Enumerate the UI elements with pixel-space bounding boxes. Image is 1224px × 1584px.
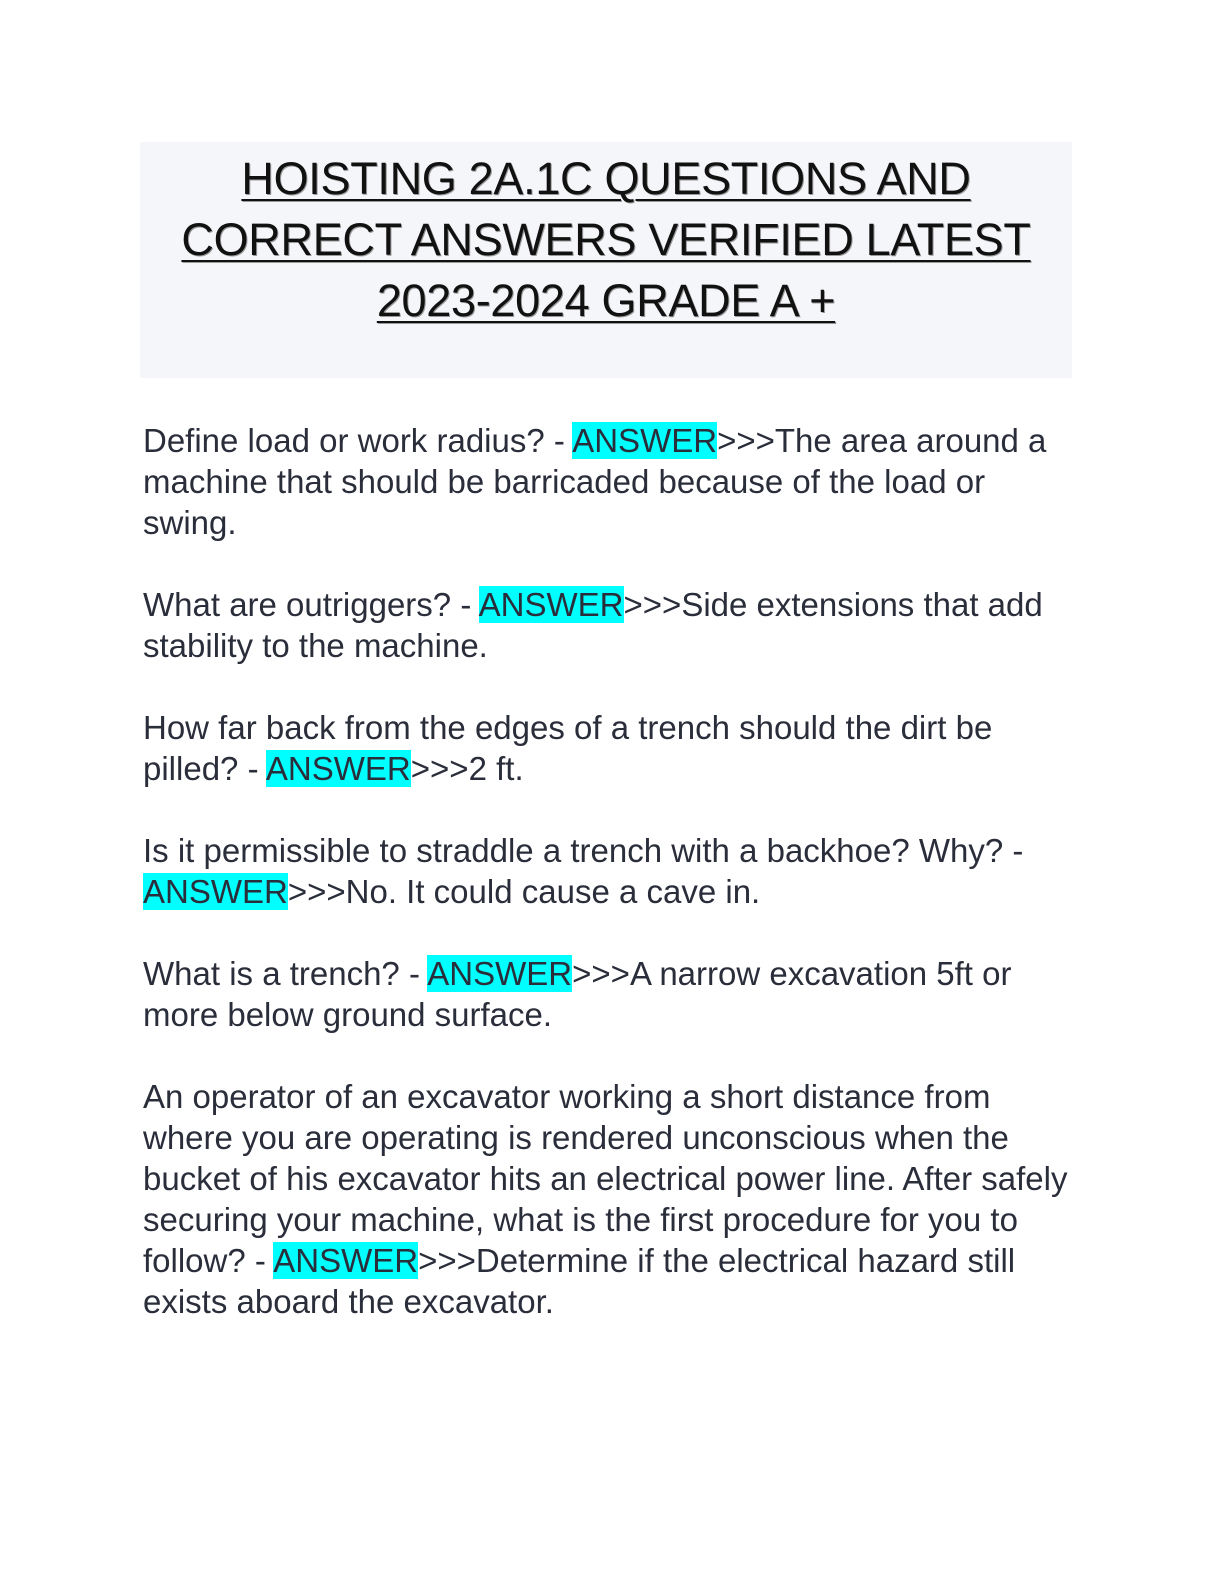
answer-marker: ANSWER <box>143 873 288 910</box>
answer-text: >>>A narrow excavation 5ft or more below ground surface. <box>143 955 1012 1033</box>
qa-item-2 <box>143 584 1083 666</box>
answer-marker: ANSWER <box>427 955 573 992</box>
title-banner <box>140 142 1072 378</box>
answer-text: >>>Determine if the electrical hazard still exists aboard the excavator. <box>143 1242 1016 1320</box>
qa-item-1 <box>143 420 1083 543</box>
answer-marker: ANSWER <box>265 750 411 787</box>
question-text: What is a trench? - <box>143 955 428 992</box>
qa-item-3 <box>143 707 1083 789</box>
question-text: What are outriggers? - <box>143 586 479 623</box>
qa-item-5 <box>143 953 1083 1035</box>
document-title: HOISTING 2A.1C QUESTIONS AND CORRECT ANSWERS VERIFIED LATEST 2023-2024 GRADE A + <box>181 153 1031 326</box>
answer-text: >>>No. It could cause a cave in. <box>287 873 761 910</box>
qa-list <box>143 420 1083 1363</box>
answer-text: >>>The area around a machine that should be barricaded because of the load or swing. <box>143 422 1047 541</box>
answer-text: >>>Side extensions that add stability to the machine. <box>143 586 1043 664</box>
question-text: An operator of an excavator working a short distance from where you are operating is rendered unconscious when the bucket of his excavator hits an electrical power line. After safely securing your machine, what is the first procedure for you to follow? - <box>143 1078 1068 1279</box>
answer-marker: ANSWER <box>478 586 624 623</box>
answer-marker: ANSWER <box>273 1242 419 1279</box>
answer-text: >>>2 ft. <box>410 750 524 787</box>
qa-item-4 <box>143 830 1083 912</box>
question-text: Is it permissible to straddle a trench with a backhoe? Why? - <box>143 832 1024 869</box>
question-text: Define load or work radius? - <box>143 422 573 459</box>
answer-marker: ANSWER <box>572 422 718 459</box>
qa-item-6 <box>143 1076 1083 1322</box>
question-text: How far back from the edges of a trench should the dirt be pilled? - <box>143 709 993 787</box>
